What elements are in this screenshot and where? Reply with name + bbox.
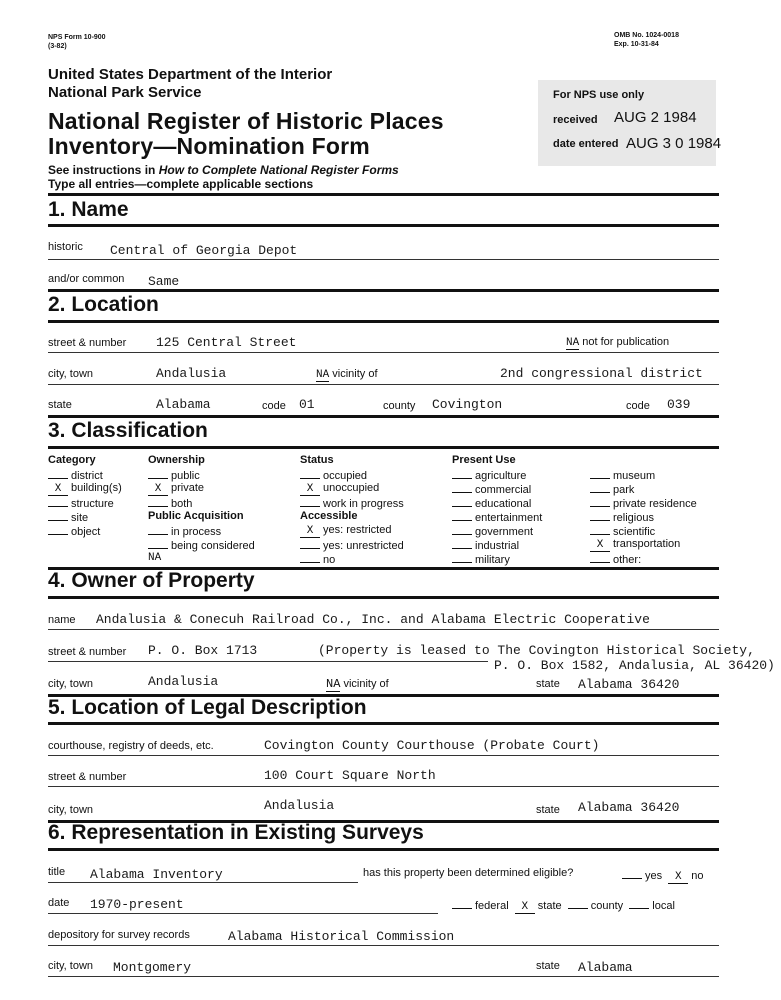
checkbox-label: unoccupied — [323, 482, 380, 494]
checkbox-mark[interactable] — [148, 467, 168, 479]
section-rule — [48, 446, 719, 449]
checkbox-mark[interactable] — [452, 495, 472, 507]
checkbox-label: private residence — [613, 498, 697, 510]
checkbox-label: building(s) — [71, 482, 122, 494]
eligible-options — [622, 867, 704, 884]
checkbox-label: military — [475, 554, 510, 566]
instructions-reference: How to Complete National Register Forms — [158, 163, 399, 177]
field-rule — [48, 384, 719, 385]
checkbox-mark[interactable] — [590, 467, 610, 479]
section-4-heading: 4. Owner of Property — [48, 569, 255, 592]
county-code-label: code — [626, 400, 650, 412]
checkbox-label: agriculture — [475, 470, 527, 482]
checkbox-row — [590, 523, 697, 537]
checkbox-row — [300, 481, 404, 495]
checkbox-label: educational — [475, 498, 532, 510]
section-1-heading: 1. Name — [48, 198, 129, 221]
checkbox-mark[interactable] — [590, 509, 610, 521]
present-use-heading: Present Use — [452, 454, 516, 466]
lease-note-line-2: P. O. Box 1582, Andalusia, AL 36420) — [494, 658, 775, 673]
expiration-date: Exp. 10-31-84 — [614, 41, 659, 48]
checkbox-mark[interactable]: X — [148, 484, 168, 496]
state-label: state — [48, 399, 72, 411]
checkbox-label: structure — [71, 498, 114, 510]
section-rule — [48, 224, 719, 227]
field-rule — [48, 882, 358, 883]
department-name: United States Department of the Interior — [48, 66, 333, 83]
owner-state: Alabama 36420 — [578, 677, 680, 692]
city-label: city, town — [48, 368, 94, 380]
checkbox-label: in process — [171, 526, 222, 538]
category-heading: Category — [48, 454, 96, 466]
field-rule — [48, 755, 719, 756]
survey-title-label: title — [48, 866, 66, 878]
checkbox-label: park — [613, 484, 635, 496]
checkbox-row — [148, 481, 255, 495]
no-mark[interactable]: X — [668, 872, 688, 884]
legal-state: Alabama 36420 — [578, 800, 680, 815]
field-rule — [48, 976, 719, 977]
checkbox-mark[interactable] — [590, 481, 610, 493]
congressional-district: 2nd congressional district — [500, 366, 703, 381]
county-value: Covington — [432, 397, 503, 412]
checkbox-mark[interactable] — [452, 481, 472, 493]
checkbox-label: transportation — [613, 538, 681, 550]
owner-street: P. O. Box 1713 — [148, 643, 258, 658]
nfp-mark: NA — [566, 337, 580, 349]
checkbox-row — [300, 467, 404, 481]
street-address: 125 Central Street — [156, 335, 297, 350]
city-value: Andalusia — [156, 366, 227, 381]
form-number: NPS Form 10-900 — [48, 34, 106, 41]
checkbox-label: government — [475, 526, 534, 538]
checkbox-mark[interactable] — [452, 523, 472, 535]
checkbox-row — [300, 523, 404, 537]
vicinity-mark: NA — [316, 369, 330, 381]
checkbox-label: public — [171, 470, 200, 482]
checkbox-row — [590, 509, 697, 523]
checkbox-mark[interactable] — [590, 523, 610, 535]
checkbox-mark[interactable] — [590, 551, 610, 563]
checkbox-label: museum — [613, 470, 656, 482]
service-name: National Park Service — [48, 84, 202, 101]
acquisition-note: NA — [148, 552, 162, 564]
checkbox-label: site — [71, 512, 89, 524]
lease-note-line-1: (Property is leased to The Covington Historical Society, — [318, 643, 755, 658]
checkbox-mark[interactable] — [48, 467, 68, 479]
checkbox-row — [590, 537, 697, 551]
section-rule — [48, 415, 719, 418]
instructions-line — [48, 163, 399, 177]
checkbox-label: other: — [613, 554, 642, 566]
survey-city-label: city, town — [48, 960, 94, 972]
survey-state-label: state — [536, 960, 560, 972]
checkbox-label: no — [323, 554, 336, 566]
field-rule — [48, 913, 438, 914]
checkbox-label: religious — [613, 512, 654, 524]
field-rule — [48, 352, 719, 353]
checkbox-mark[interactable]: X — [300, 526, 320, 538]
section-rule — [48, 596, 719, 599]
legal-city-label: city, town — [48, 804, 94, 816]
legal-city: Andalusia — [264, 798, 335, 813]
checkbox-label: district — [71, 470, 103, 482]
survey-title: Alabama Inventory — [90, 867, 223, 882]
owner-state-label: state — [536, 678, 560, 690]
date-entered-label: date entered — [553, 138, 619, 150]
owner-vicinity-mark: NA — [326, 677, 341, 691]
checkbox-mark[interactable] — [48, 495, 68, 507]
owner-vicinity-field — [326, 677, 389, 691]
checkbox-row — [148, 467, 255, 481]
checkbox-mark[interactable] — [48, 523, 68, 535]
eligible-question: has this property been determined eligible? — [363, 867, 574, 879]
checkbox-label: object — [71, 526, 101, 538]
checkbox-label: commercial — [475, 484, 532, 496]
checkbox-mark[interactable] — [48, 509, 68, 521]
legal-street: 100 Court Square North — [264, 768, 436, 783]
nfp-label: not for publication — [582, 336, 670, 348]
checkbox-row — [590, 551, 697, 565]
section-3-heading: 3. Classification — [48, 419, 208, 442]
survey-city: Montgomery — [113, 960, 192, 975]
checkbox-mark[interactable] — [148, 537, 168, 549]
state-mark[interactable]: X — [515, 902, 535, 914]
federal-label: federal — [475, 900, 509, 912]
instructions-prefix: See instructions in — [48, 163, 159, 177]
checkbox-mark[interactable] — [300, 551, 320, 563]
form-title: National Register of Historic Places — [48, 108, 444, 134]
type-entries-note: Type all entries—complete applicable sections — [48, 177, 314, 191]
historic-label: historic — [48, 241, 83, 253]
checkbox-mark[interactable]: X — [590, 540, 610, 552]
depository-value: Alabama Historical Commission — [228, 929, 455, 944]
field-rule — [48, 259, 719, 260]
checkbox-row — [48, 495, 122, 509]
owner-city-label: city, town — [48, 678, 94, 690]
county-level-label: county — [590, 900, 624, 912]
checkbox-label: both — [171, 498, 193, 510]
section-rule — [48, 722, 719, 725]
owner-name: Andalusia & Conecuh Railroad Co., Inc. and Alabama Electric Cooperative — [96, 612, 650, 627]
state-value: Alabama — [156, 397, 211, 412]
checkbox-label: industrial — [475, 540, 520, 552]
historic-name: Central of Georgia Depot — [110, 243, 298, 258]
section-2-heading: 2. Location — [48, 293, 159, 316]
common-name-label: and/or common — [48, 273, 125, 285]
checkbox-label: work in progress — [323, 498, 404, 510]
checkbox-mark[interactable] — [148, 523, 168, 535]
checkbox-row — [452, 551, 542, 565]
checkbox-mark[interactable]: X — [48, 484, 68, 496]
ownership-heading: Ownership — [148, 454, 205, 466]
owner-vicinity-label: vicinity of — [343, 678, 389, 690]
legal-street-label: street & number — [48, 771, 127, 783]
state-level-label: state — [537, 900, 562, 912]
checkbox-row — [590, 467, 697, 481]
state-code-label: code — [262, 400, 286, 412]
owner-street-label: street & number — [48, 646, 127, 658]
state-code: 01 — [299, 397, 315, 412]
checkbox-label: occupied — [323, 470, 368, 482]
local-label: local — [652, 900, 675, 912]
checkbox-row — [148, 495, 255, 509]
checkbox-mark[interactable] — [452, 537, 472, 549]
form-subtitle: Inventory—Nomination Form — [48, 133, 370, 159]
field-rule — [48, 661, 488, 662]
checkbox-row — [48, 467, 122, 481]
checkbox-row — [48, 509, 122, 523]
omb-number: OMB No. 1024-0018 — [614, 32, 679, 39]
date-entered-stamp: AUG 3 0 1984 — [626, 135, 722, 152]
checkbox-mark[interactable] — [452, 551, 472, 563]
county-label: county — [383, 400, 416, 412]
checkbox-mark[interactable] — [452, 509, 472, 521]
checkbox-label: entertainment — [475, 512, 543, 524]
county-code: 039 — [667, 397, 691, 412]
checkbox-mark[interactable] — [590, 495, 610, 507]
field-rule — [48, 629, 719, 630]
yes-mark[interactable] — [622, 867, 642, 879]
checkbox-mark[interactable] — [148, 495, 168, 507]
yes-label: yes — [645, 870, 663, 882]
checkbox-row — [452, 467, 542, 481]
survey-state: Alabama — [578, 960, 633, 975]
checkbox-mark[interactable] — [300, 537, 320, 549]
common-name: Same — [148, 274, 180, 289]
checkbox-mark[interactable] — [300, 467, 320, 479]
category-column — [48, 453, 122, 537]
ownership-column — [148, 453, 255, 565]
owner-city: Andalusia — [148, 674, 219, 689]
county-mark[interactable] — [568, 897, 588, 909]
present-use-column-1 — [452, 453, 542, 565]
received-stamp: AUG 2 1984 — [614, 109, 697, 126]
owner-name-label: name — [48, 614, 76, 626]
section-5-heading: 5. Location of Legal Description — [48, 696, 367, 719]
survey-level-options — [452, 897, 675, 914]
checkbox-row — [300, 495, 404, 509]
present-use-column-2 — [590, 467, 697, 565]
accessible-heading: Accessible — [300, 510, 358, 522]
section-rule — [48, 320, 719, 323]
checkbox-row — [590, 495, 697, 509]
checkbox-row — [452, 537, 542, 551]
federal-mark[interactable] — [452, 897, 472, 909]
local-mark[interactable] — [629, 897, 649, 909]
section-rule — [48, 289, 719, 292]
legal-state-label: state — [536, 804, 560, 816]
no-label: no — [691, 870, 704, 882]
checkbox-row — [148, 537, 255, 551]
checkbox-mark[interactable]: X — [300, 484, 320, 496]
section-6-heading: 6. Representation in Existing Surveys — [48, 821, 424, 844]
survey-date: 1970-present — [90, 897, 184, 912]
checkbox-mark[interactable] — [300, 495, 320, 507]
courthouse-value: Covington County Courthouse (Probate Court) — [264, 738, 600, 753]
depository-label: depository for survey records — [48, 929, 190, 941]
not-for-publication-field — [566, 336, 669, 349]
checkbox-label: scientific — [613, 526, 656, 538]
section-rule — [48, 193, 719, 196]
field-rule — [48, 945, 719, 946]
status-column — [300, 453, 404, 565]
survey-date-label: date — [48, 897, 70, 909]
checkbox-label: yes: restricted — [323, 524, 392, 536]
received-label: received — [553, 114, 598, 126]
checkbox-row — [452, 509, 542, 523]
vicinity-label: vicinity of — [332, 368, 378, 380]
checkbox-row — [300, 537, 404, 551]
checkbox-row — [590, 481, 697, 495]
checkbox-row — [452, 481, 542, 495]
form-revision: (3-82) — [48, 43, 67, 50]
section-rule — [48, 848, 719, 851]
vicinity-field — [316, 368, 378, 381]
checkbox-row — [452, 523, 542, 537]
status-heading: Status — [300, 454, 334, 466]
checkbox-label: being considered — [171, 540, 255, 552]
checkbox-mark[interactable] — [452, 467, 472, 479]
checkbox-row — [48, 481, 122, 495]
checkbox-label: private — [171, 482, 205, 494]
checkbox-row — [148, 523, 255, 537]
checkbox-label: yes: unrestricted — [323, 540, 404, 552]
checkbox-row — [48, 523, 122, 537]
field-rule — [48, 786, 719, 787]
courthouse-label: courthouse, registry of deeds, etc. — [48, 740, 214, 752]
street-label: street & number — [48, 337, 127, 349]
checkbox-row — [452, 495, 542, 509]
nps-use-label: For NPS use only — [553, 89, 645, 101]
checkbox-row — [300, 551, 404, 565]
public-acquisition-heading: Public Acquisition — [148, 510, 244, 522]
